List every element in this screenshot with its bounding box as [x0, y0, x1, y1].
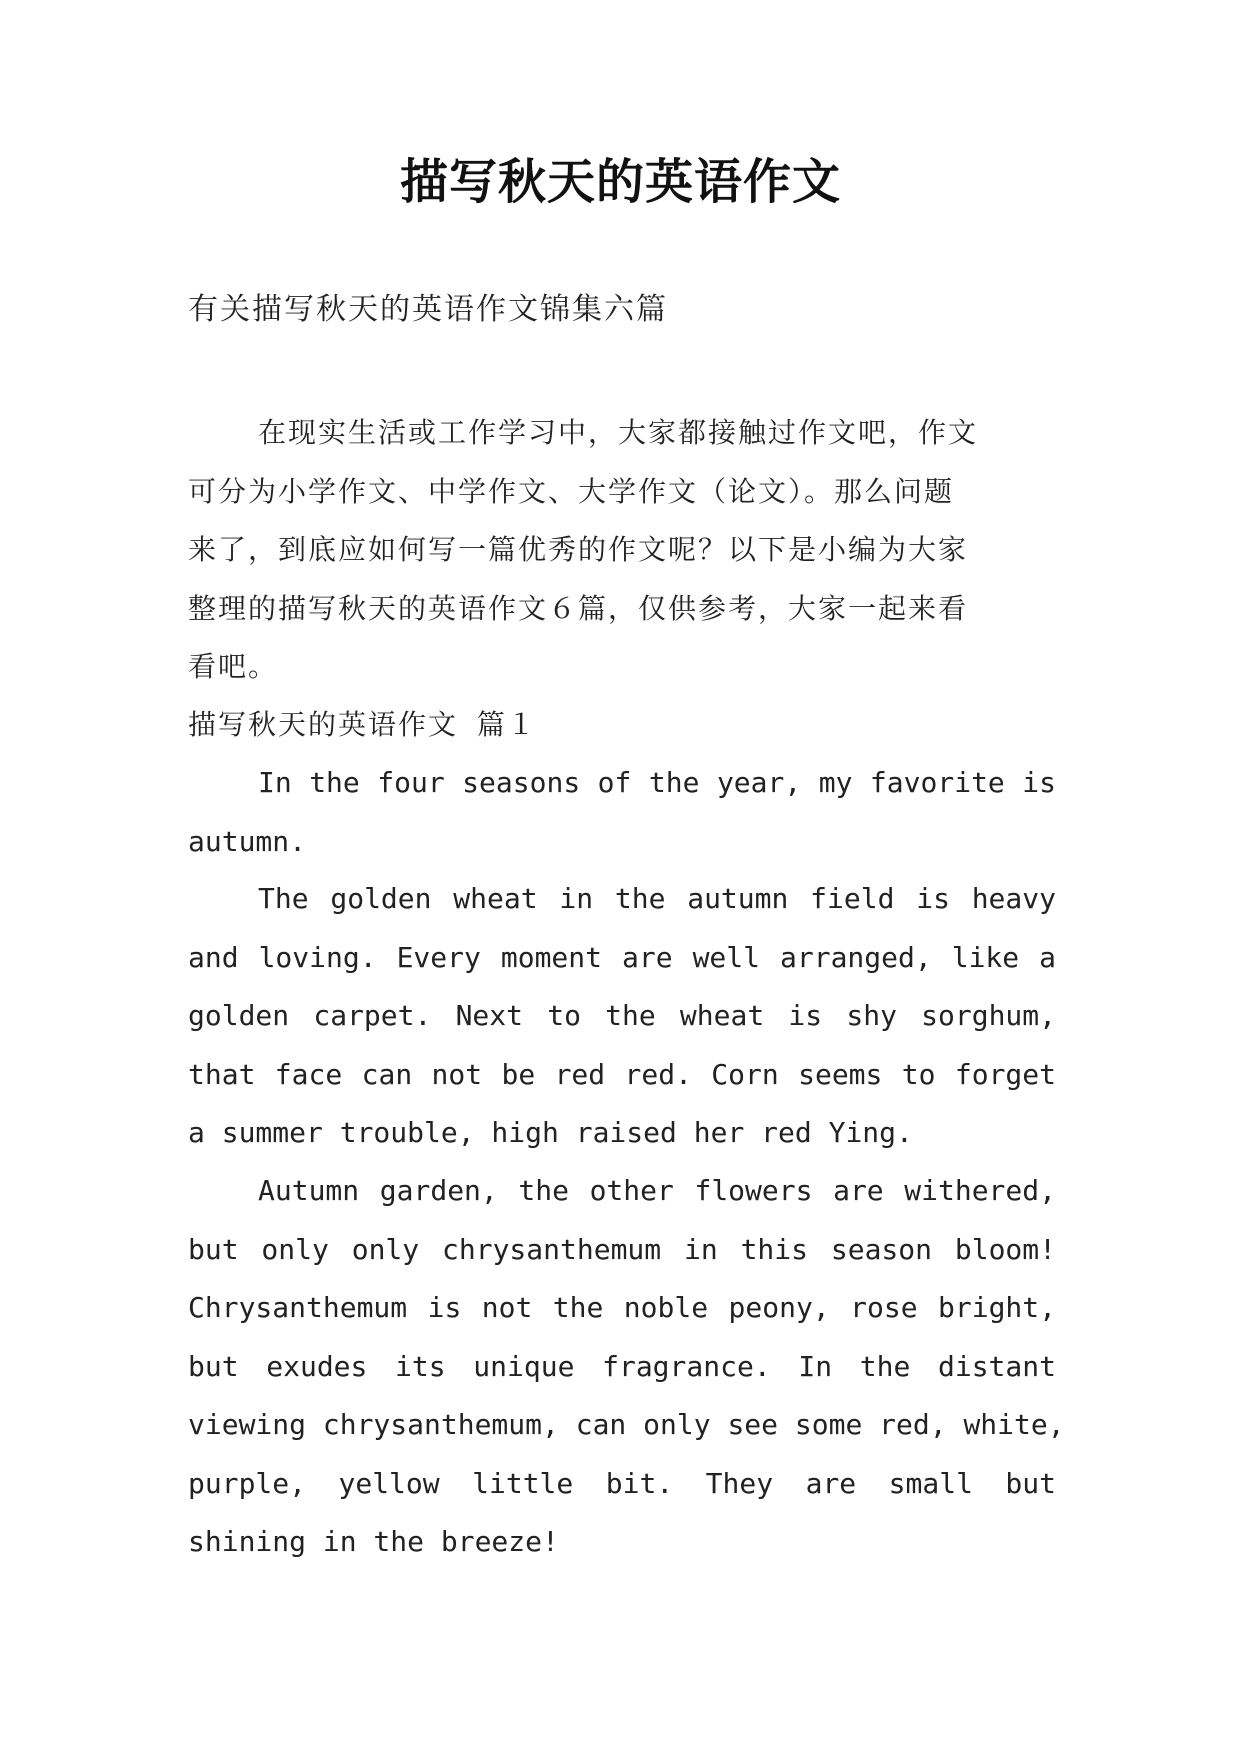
document-subtitle: 有关描写秋天的英语作文锦集六篇 [188, 292, 668, 327]
essay-paragraph-3 [188, 1162, 1065, 1572]
essay-heading: 描写秋天的英语作文 篇１ [188, 708, 537, 741]
essay-paragraph-1 [188, 754, 1056, 871]
paragraph-line: but only only chrysanthemum in this season bloom! [188, 1232, 1056, 1266]
paragraph-line: a summer trouble, high raised her red Ying. [188, 1116, 913, 1149]
paragraph-line: The golden wheat in the autumn field is heavy [258, 882, 1056, 915]
paragraph-line: viewing chrysanthemum, can only see some red, white, [188, 1408, 1065, 1441]
essay-paragraph-2 [188, 870, 1056, 1163]
intro-paragraph [188, 404, 1056, 697]
paragraph-line: golden carpet. Next to the wheat is shy sorghum, [188, 999, 1056, 1032]
intro-line: 看吧。 [188, 650, 279, 683]
paragraph-line: but exudes its unique fragrance. In the distant [188, 1349, 1056, 1383]
paragraph-line: and loving. Every moment are well arranged, like a [188, 940, 1056, 974]
paragraph-line: purple, yellow little bit. They are small but [188, 1466, 1056, 1500]
paragraph-line: that face can not be red red. Corn seems to forget [188, 1057, 1056, 1091]
paragraph-line: Chrysanthemum is not the noble peony, rose bright, [188, 1291, 1056, 1324]
paragraph-line: In the four seasons of the year, my favorite is [258, 766, 1056, 799]
intro-line: 来了，到底应如何写一篇优秀的作文呢？以下是小编为大家 [188, 533, 969, 566]
paragraph-line: Autumn garden, the other flowers are withered, [258, 1174, 1056, 1207]
page-title: 描写秋天的英语作文 [399, 154, 841, 210]
paragraph-line: autumn. [188, 824, 307, 858]
intro-line: 整理的描写秋天的英语作文６篇，仅供参考，大家一起来看 [188, 591, 969, 625]
paragraph-line: shining in the breeze! [188, 1525, 559, 1558]
intro-line: 可分为小学作文、中学作文、大学作文（论文）。那么问题 [188, 474, 955, 508]
intro-line: 在现实生活或工作学习中，大家都接触过作文吧，作文 [258, 416, 979, 449]
